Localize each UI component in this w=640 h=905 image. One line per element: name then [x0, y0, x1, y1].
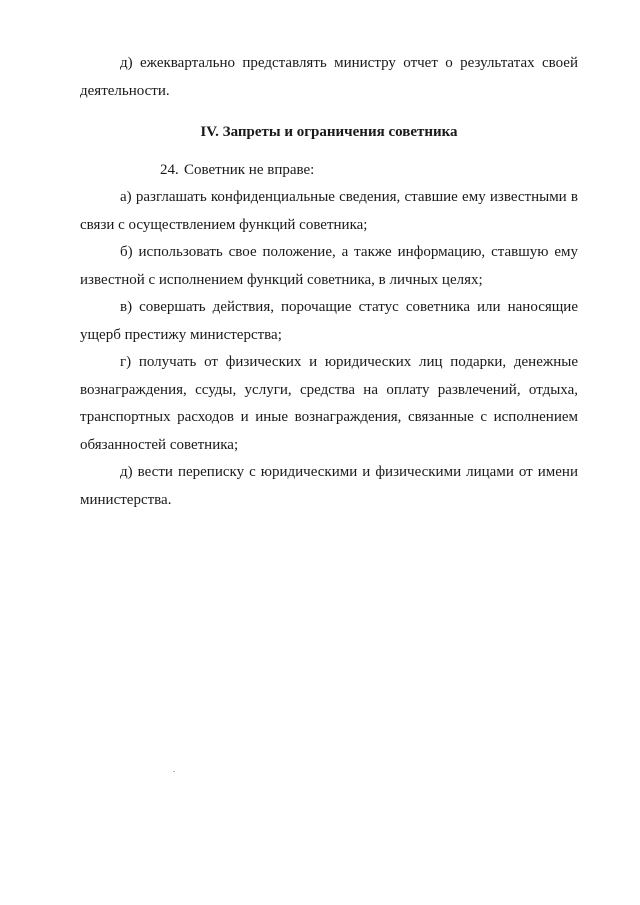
- section-heading: IV. Запреты и ограничения советника: [200, 124, 458, 140]
- paragraph-v: в) совершать действия, порочащие статус советника или наносящие ущерб престижу министерства;: [80, 299, 578, 343]
- paragraph-b: б) использовать свое положение, а также информацию, ставшую ему известной с исполнением функций советника, в личных целях;: [80, 244, 578, 288]
- item-24: [80, 157, 578, 185]
- paragraph-a: а) разглашать конфиденциальные сведения, ставшие ему известными в связи с осуществлением функций советника;: [80, 189, 578, 233]
- paragraph-g: г) получать от физических и юридических лиц подарки, денежные вознаграждения, ссуды, услуги, средства на оплату развлечений, отдыха, транспортных расходов и иные вознаграждения, связанные с исполнением обязанностей советника;: [80, 354, 578, 453]
- scan-artifact: [173, 771, 175, 772]
- item-number: 24.: [160, 161, 179, 178]
- paragraph-d: д) вести переписку с юридическими и физическими лицами от имени министерства.: [80, 464, 578, 508]
- item-text: Советник не вправе:: [184, 161, 315, 178]
- document-body: [80, 50, 578, 514]
- paragraph-d-quarterly-report: д) ежеквартально представлять министру отчет о результатах своей деятельности.: [80, 55, 578, 99]
